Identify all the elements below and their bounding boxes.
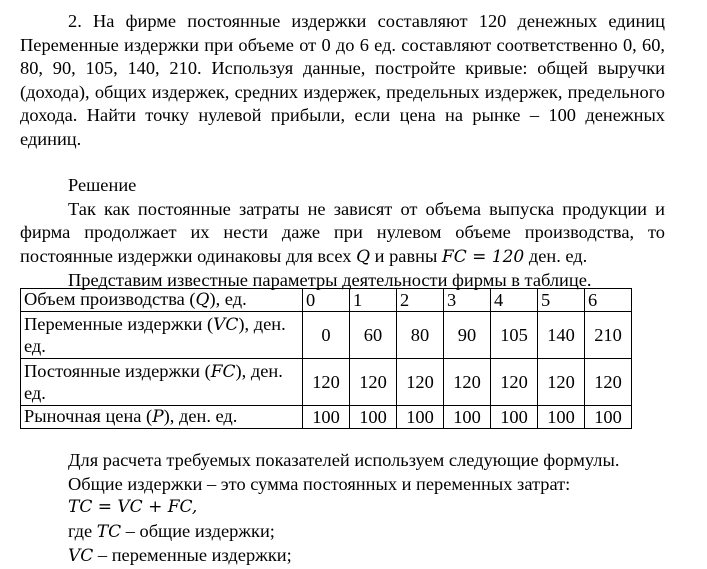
table-cell: 6 <box>585 289 632 312</box>
table-cell: 120 <box>538 359 585 406</box>
parameters-table <box>20 288 632 429</box>
table-cell: 120 <box>491 359 538 406</box>
table-cell: 210 <box>585 312 632 359</box>
fc-formula: FC = 120 <box>441 246 525 267</box>
table-cell: 80 <box>397 312 444 359</box>
solution-paragraph-2: Представим известные параметры деятельности фирмы в таблице. <box>68 270 592 290</box>
problem-statement: 2. На фирме постоянные издержки составляют 120 денежных единиц Переменные издержки при объеме от 0 до 6 ед. составляют соответственно 0, 60, 80, 90, 105, 140, 210. Используя данные, постройте кривые: общей выручки (дохода), общих издержек, средних издержек, предельных издержек, предельного дохода. Найти точку нулевой прибыли, если цена на рынке – 100 денежных единиц. <box>20 11 665 149</box>
table-cell: 100 <box>491 406 538 429</box>
table-cell: 0 <box>303 289 350 312</box>
table-cell: 100 <box>303 406 350 429</box>
table-cell: 120 <box>397 359 444 406</box>
solution-text-b: и равны <box>370 245 442 266</box>
formulas-intro: Для расчета требуемых показателей используем следующие формулы. <box>68 450 620 470</box>
table-row <box>21 289 632 312</box>
table-cell: 140 <box>538 312 585 359</box>
solution-text-c: ден. ед. <box>524 245 588 266</box>
q-symbol: Q <box>356 246 371 267</box>
document-page <box>20 0 665 293</box>
solution-heading: Решение <box>68 175 137 195</box>
table-cell: 0 <box>303 312 350 359</box>
table-cell: 120 <box>444 359 491 406</box>
table-cell: 3 <box>444 289 491 312</box>
row-label: Постоянные издержки (FC), ден. ед. <box>21 359 303 406</box>
table-cell: 90 <box>444 312 491 359</box>
formulas-section <box>68 449 668 569</box>
table-cell: 120 <box>350 359 397 406</box>
table-row <box>21 312 632 359</box>
table-cell: 100 <box>350 406 397 429</box>
where-vc: VC – переменные издержки; <box>68 545 292 566</box>
table-cell: 100 <box>397 406 444 429</box>
parameters-table-wrap <box>20 288 632 429</box>
tc-definition: Общие издержки – это сумма постоянных и переменных затрат: <box>68 473 571 494</box>
table-cell: 100 <box>585 406 632 429</box>
tc-formula: TC = VC + FC, <box>68 497 198 517</box>
row-label: Переменные издержки (VC), ден. ед. <box>21 312 303 359</box>
table-cell: 105 <box>491 312 538 359</box>
table-cell: 1 <box>350 289 397 312</box>
table-cell: 5 <box>538 289 585 312</box>
table-row <box>21 406 632 429</box>
solution-text-a: Так как постоянные затраты не зависят от объема выпуска продукции и фирма продолжает их нести даже при нулевом объеме производства, то постоянные издержки одинаковы для всех <box>20 198 665 266</box>
where-tc: где TC – общие издержки; <box>68 520 275 542</box>
table-cell: 60 <box>350 312 397 359</box>
table-cell: 120 <box>585 359 632 406</box>
table-cell: 100 <box>538 406 585 429</box>
table-cell: 120 <box>303 359 350 406</box>
table-cell: 100 <box>444 406 491 429</box>
solution-paragraph-1 <box>20 198 665 270</box>
table-cell: 2 <box>397 289 444 312</box>
table-cell: 4 <box>491 289 538 312</box>
row-label: Рыночная цена (P), ден. ед. <box>21 406 303 429</box>
table-row <box>21 359 632 406</box>
row-label: Объем производства (Q), ед. <box>21 289 303 312</box>
